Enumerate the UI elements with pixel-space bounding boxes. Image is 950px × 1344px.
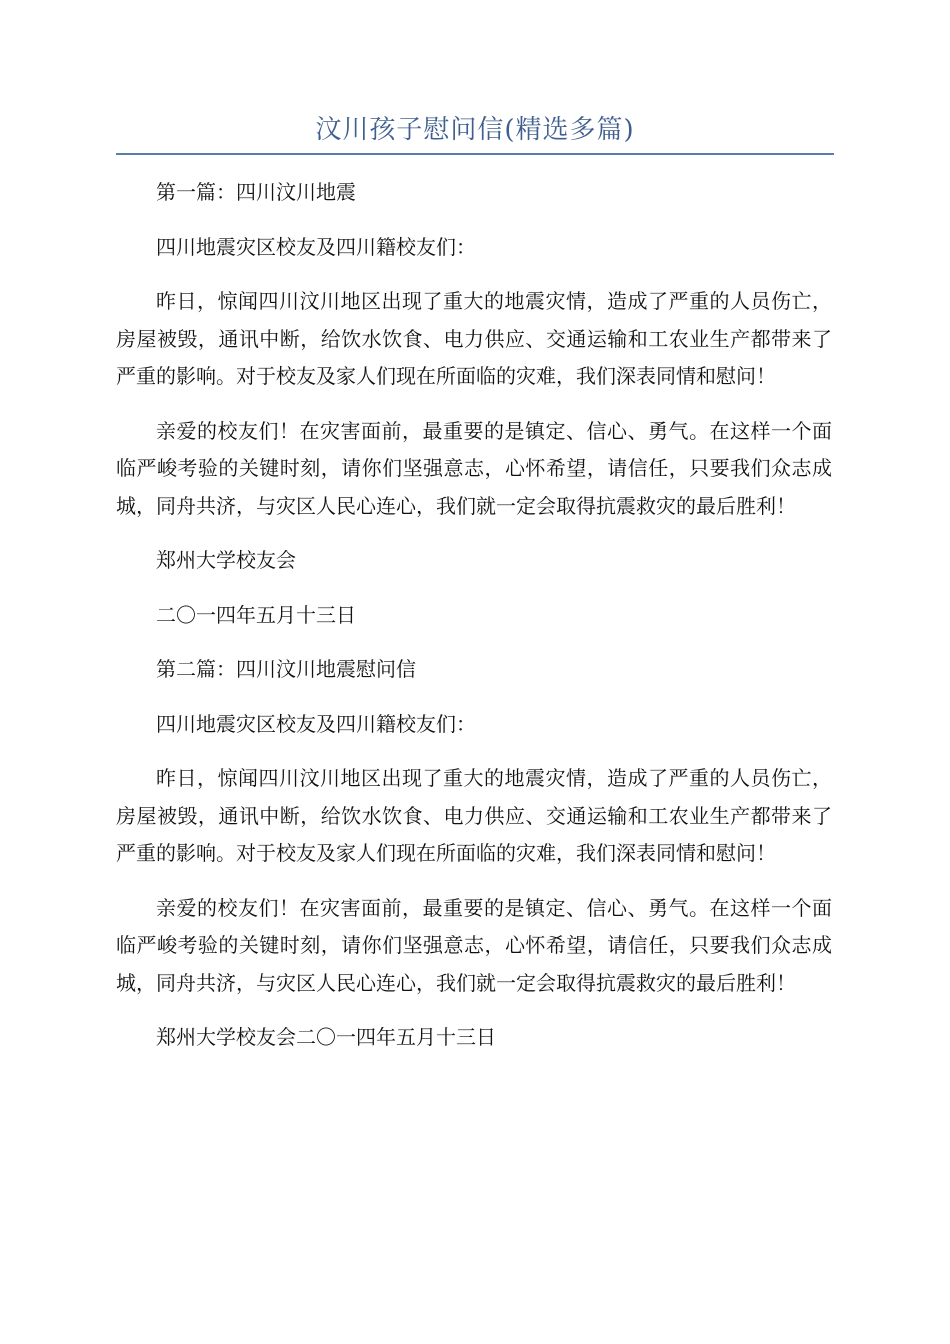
body-paragraph: 昨日，惊闻四川汶川地区出现了重大的地震灾情，造成了严重的人员伤亡，房屋被毁，通讯中断，给饮水饮食、电力供应、交通运输和工农业生产都带来了严重的影响。对于校友及家人们现在所面临的灾难，我们深表同情和慰问！ (116, 289, 832, 388)
salutation-2: 四川地震灾区校友及四川籍校友们： (156, 711, 476, 736)
document-body (116, 174, 832, 1074)
signature-date-2: 郑州大学校友会二〇一四年五月十三日 (156, 1025, 496, 1049)
title-underline (116, 153, 834, 155)
body-paragraph: 亲爱的校友们！在灾害面前，最重要的是镇定、信心、勇气。在这样一个面临严峻考验的关键时刻，请你们坚强意志，心怀希望，请信任，只要我们众志成城，同舟共济，与灾区人民心连心，我们就一定会取得抗震救灾的最后胜利！ (116, 895, 832, 995)
document-title: 汶川孩子慰问信(精选多篇) (315, 115, 635, 145)
section-heading-2: 第二篇：四川汶川地震慰问信 (156, 657, 416, 681)
signature-1: 郑州大学校友会 (156, 548, 296, 572)
section-heading-1: 第一篇：四川汶川地震 (156, 180, 356, 204)
body-paragraph: 昨日，惊闻四川汶川地区出现了重大的地震灾情，造成了严重的人员伤亡，房屋被毁，通讯中断，给饮水饮食、电力供应、交通运输和工农业生产都带来了严重的影响。对于校友及家人们现在所面临的灾难，我们深表同情和慰问！ (116, 766, 832, 865)
body-paragraph: 亲爱的校友们！在灾害面前，最重要的是镇定、信心、勇气。在这样一个面临严峻考验的关键时刻，请你们坚强意志，心怀希望，请信任，只要我们众志成城，同舟共济，与灾区人民心连心，我们就一定会取得抗震救灾的最后胜利！ (116, 418, 832, 518)
date-1: 二〇一四年五月十三日 (156, 602, 356, 627)
salutation-1: 四川地震灾区校友及四川籍校友们： (156, 234, 476, 259)
